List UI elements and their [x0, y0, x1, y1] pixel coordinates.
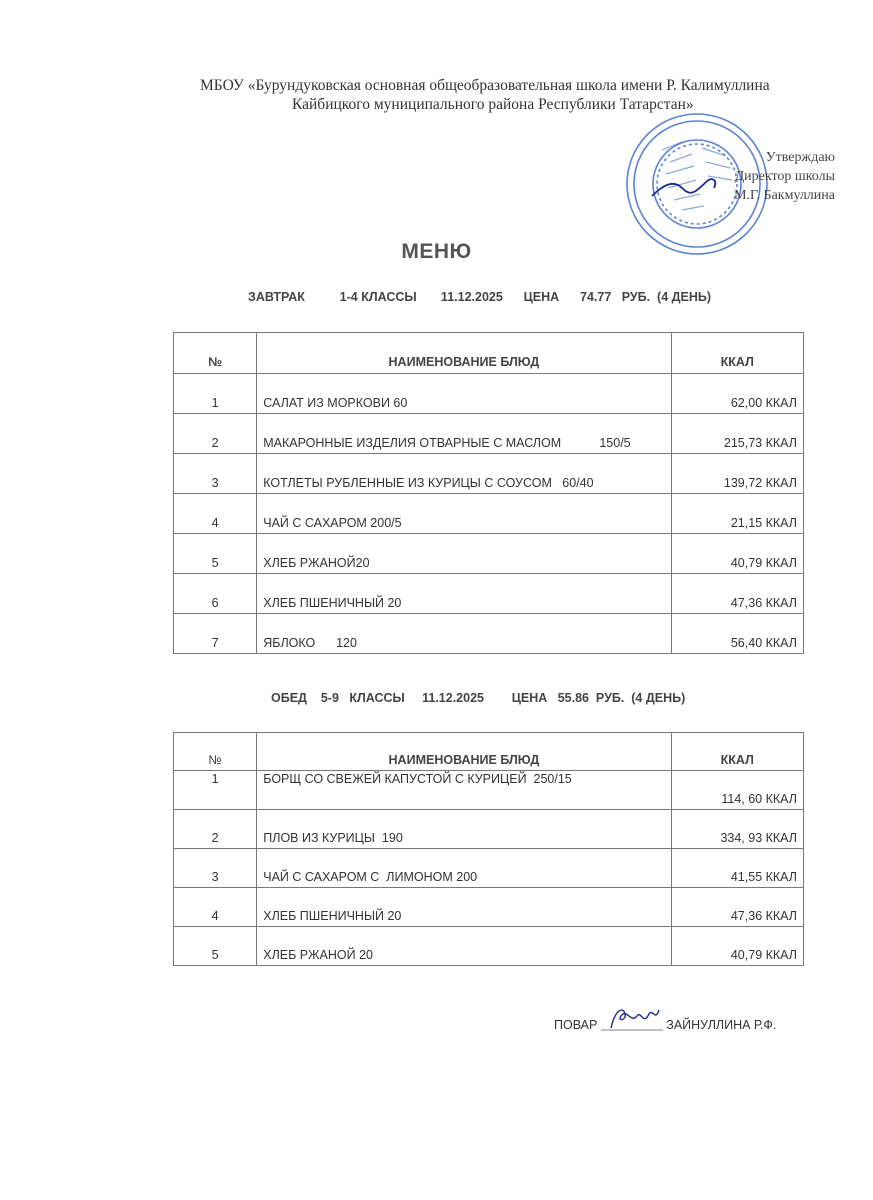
dish-name: ХЛЕБ РЖАНОЙ 20 — [257, 927, 671, 966]
approval-block — [700, 148, 835, 205]
cook-signature-line — [554, 1004, 776, 1032]
dish-kcal: 334, 93 ККАЛ — [671, 810, 803, 849]
column-number-header: № — [174, 333, 257, 374]
cook-name: ЗАЙНУЛЛИНА Р.Ф. — [666, 1018, 777, 1032]
row-number: 5 — [174, 927, 257, 966]
dish-kcal: 41,55 ККАЛ — [671, 849, 803, 888]
dish-name: ЧАЙ С САХАРОМ 200/5 — [257, 494, 671, 534]
table-row — [174, 574, 804, 614]
dish-name: ХЛЕБ РЖАНОЙ20 — [257, 534, 671, 574]
table-header-row — [174, 733, 804, 771]
dish-name: ХЛЕБ ПШЕНИЧНЫЙ 20 — [257, 888, 671, 927]
row-number: 2 — [174, 414, 257, 454]
cook-label: ПОВАР — [554, 1018, 598, 1032]
row-number: 4 — [174, 888, 257, 927]
row-number: 7 — [174, 614, 257, 654]
table-row — [174, 927, 804, 966]
dish-kcal: 114, 60 ККАЛ — [671, 771, 803, 810]
approval-director-name: М.Г. Бакмуллина — [734, 188, 835, 203]
dish-kcal: 21,15 ККАЛ — [671, 494, 803, 534]
school-header — [200, 76, 840, 114]
dish-name: ХЛЕБ ПШЕНИЧНЫЙ 20 — [257, 574, 671, 614]
column-dish-header: НАИМЕНОВАНИЕ БЛЮД — [257, 333, 671, 374]
approval-label: Утверждаю — [765, 150, 835, 165]
column-number-header: № — [174, 733, 257, 771]
dish-name: САЛАТ ИЗ МОРКОВИ 60 — [257, 374, 671, 414]
cook-signature — [601, 1004, 663, 1032]
row-number: 6 — [174, 574, 257, 614]
column-kcal-header: ККАЛ — [671, 333, 803, 374]
table-row — [174, 771, 804, 810]
school-name-line1: МБОУ «Бурундуковская основная общеобразовательная школа имени Р. Калимуллина — [200, 77, 770, 94]
dish-name: ЧАЙ С САХАРОМ С ЛИМОНОМ 200 — [257, 849, 671, 888]
dish-kcal: 40,79 ККАЛ — [671, 927, 803, 966]
breakfast-info-line: ЗАВТРАК 1-4 КЛАССЫ 11.12.2025 ЦЕНА 74.77 РУБ. (4 ДЕНЬ) — [248, 290, 712, 304]
table-row — [174, 494, 804, 534]
dish-kcal: 47,36 ККАЛ — [671, 888, 803, 927]
dish-kcal: 47,36 ККАЛ — [671, 574, 803, 614]
dish-kcal: 62,00 ККАЛ — [671, 374, 803, 414]
column-kcal-header: ККАЛ — [671, 733, 803, 771]
row-number: 2 — [174, 810, 257, 849]
row-number: 4 — [174, 494, 257, 534]
table-row — [174, 414, 804, 454]
table-row — [174, 810, 804, 849]
dish-kcal: 56,40 ККАЛ — [671, 614, 803, 654]
page-title: МЕНЮ — [401, 240, 472, 263]
table-row — [174, 374, 804, 414]
column-dish-header: НАИМЕНОВАНИЕ БЛЮД — [257, 733, 671, 771]
dish-name: МАКАРОННЫЕ ИЗДЕЛИЯ ОТВАРНЫЕ С МАСЛОМ 150/5 — [257, 414, 671, 454]
row-number: 1 — [174, 374, 257, 414]
row-number: 1 — [174, 771, 257, 810]
school-name-line2: Кайбицкого муниципального района Республики Татарстан» — [292, 96, 694, 113]
table-header-row — [174, 333, 804, 374]
row-number: 3 — [174, 454, 257, 494]
row-number: 3 — [174, 849, 257, 888]
approval-position: Директор школы — [734, 169, 835, 184]
dish-name: ЯБЛОКО 120 — [257, 614, 671, 654]
table-row — [174, 849, 804, 888]
breakfast-menu-table — [173, 332, 804, 654]
row-number: 5 — [174, 534, 257, 574]
table-row — [174, 888, 804, 927]
dish-name: ПЛОВ ИЗ КУРИЦЫ 190 — [257, 810, 671, 849]
table-row — [174, 614, 804, 654]
lunch-info-line: ОБЕД 5-9 КЛАССЫ 11.12.2025 ЦЕНА 55.86 РУБ. (4 ДЕНЬ) — [271, 691, 686, 705]
dish-kcal: 40,79 ККАЛ — [671, 534, 803, 574]
dish-kcal: 139,72 ККАЛ — [671, 454, 803, 494]
dish-kcal: 215,73 ККАЛ — [671, 414, 803, 454]
lunch-menu-table — [173, 732, 804, 966]
dish-name: КОТЛЕТЫ РУБЛЕННЫЕ ИЗ КУРИЦЫ С СОУСОМ 60/40 — [257, 454, 671, 494]
table-row — [174, 454, 804, 494]
dish-name: БОРЩ СО СВЕЖЕЙ КАПУСТОЙ С КУРИЦЕЙ 250/15 — [257, 771, 671, 810]
table-row — [174, 534, 804, 574]
